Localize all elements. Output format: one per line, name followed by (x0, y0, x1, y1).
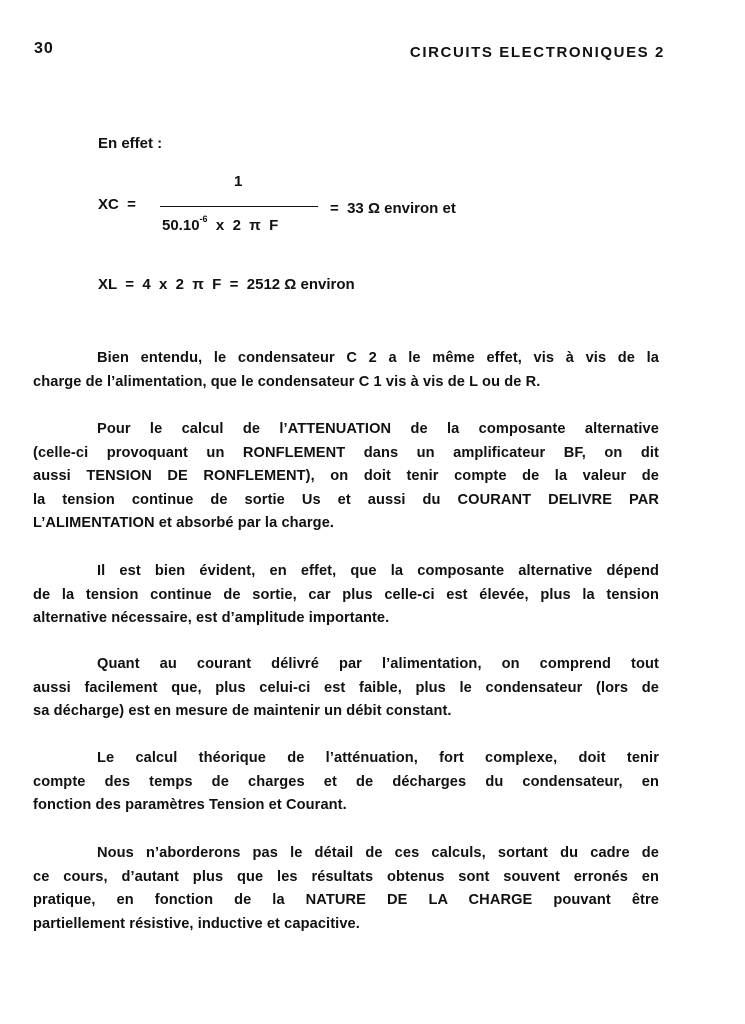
paragraph-1 (33, 347, 659, 394)
paragraph-4 (33, 653, 659, 724)
formula-intro: En effet : (98, 135, 163, 152)
xc-denominator-exponent: -6 (199, 214, 208, 224)
paragraph-6 (33, 842, 659, 936)
paragraph-line: Nous n’aborderons pas le détail de ces calculs, sortant du cadre de (97, 845, 659, 861)
paragraph-line: Le calcul théorique de l’atténuation, fort complexe, doit tenir (97, 750, 659, 766)
paragraph-line: la tension continue de sortie Us et aussi du COURANT DELIVRE PAR (33, 491, 659, 508)
xc-numerator: 1 (234, 173, 243, 190)
paragraph-line: de la tension continue de sortie, car plus celle-ci est élevée, plus la tension (33, 586, 659, 603)
paragraph-line: (celle-ci provoquant un RONFLEMENT dans un amplificateur BF, on dit (33, 444, 659, 461)
xc-label: XC = (98, 196, 136, 213)
xc-result: = 33 Ω environ et (330, 200, 456, 217)
paragraph-line: Bien entendu, le condensateur C 2 a le même effet, vis à vis de la (97, 350, 659, 366)
xc-denominator-base: 50.10 (162, 217, 200, 234)
paragraph-line: compte des temps de charges et de décharges du condensateur, en (33, 773, 659, 790)
fraction-bar (160, 206, 318, 207)
paragraph-line: aussi TENSION DE RONFLEMENT), on doit tenir compte de la valeur de (33, 468, 659, 484)
xc-denominator (162, 216, 278, 234)
xl-formula: XL = 4 x 2 π F = 2512 Ω environ (98, 276, 355, 293)
running-title: CIRCUITS ELECTRONIQUES 2 (409, 44, 665, 61)
paragraph-line: Quant au courant délivré par l’alimentation, on comprend tout (97, 656, 659, 672)
paragraph-line: L’ALIMENTATION et absorbé par la charge. (33, 515, 335, 531)
xc-denominator-rest: x 2 π F (207, 217, 279, 234)
paragraph-line: Pour le calcul de l’ATTENUATION de la composante alternative (97, 421, 659, 437)
paragraph-line: aussi facilement que, plus celui-ci est faible, plus le condensateur (lors de (33, 679, 659, 696)
paragraph-line: charge de l’alimentation, que le condensateur C 1 vis à vis de L ou de R. (33, 373, 541, 390)
paragraph-3 (33, 560, 659, 631)
page-number: 30 (34, 40, 54, 57)
paragraph-5 (33, 747, 659, 818)
paragraph-line: Il est bien évident, en effet, que la composante alternative dépend (97, 563, 659, 579)
paragraph-line: alternative nécessaire, est d’amplitude importante. (33, 610, 390, 626)
paragraph-line: sa décharge) est en mesure de maintenir un débit constant. (33, 703, 452, 719)
paragraph-line: pratique, en fonction de la NATURE DE LA CHARGE pouvant être (33, 892, 659, 908)
paragraph-line: partiellement résistive, inductive et capacitive. (33, 915, 360, 932)
paragraph-line: fonction des paramètres Tension et Courant. (33, 797, 347, 813)
paragraph-2 (33, 418, 659, 536)
paragraph-line: ce cours, d’autant plus que les résultats obtenus sont souvent erronés en (33, 868, 659, 885)
